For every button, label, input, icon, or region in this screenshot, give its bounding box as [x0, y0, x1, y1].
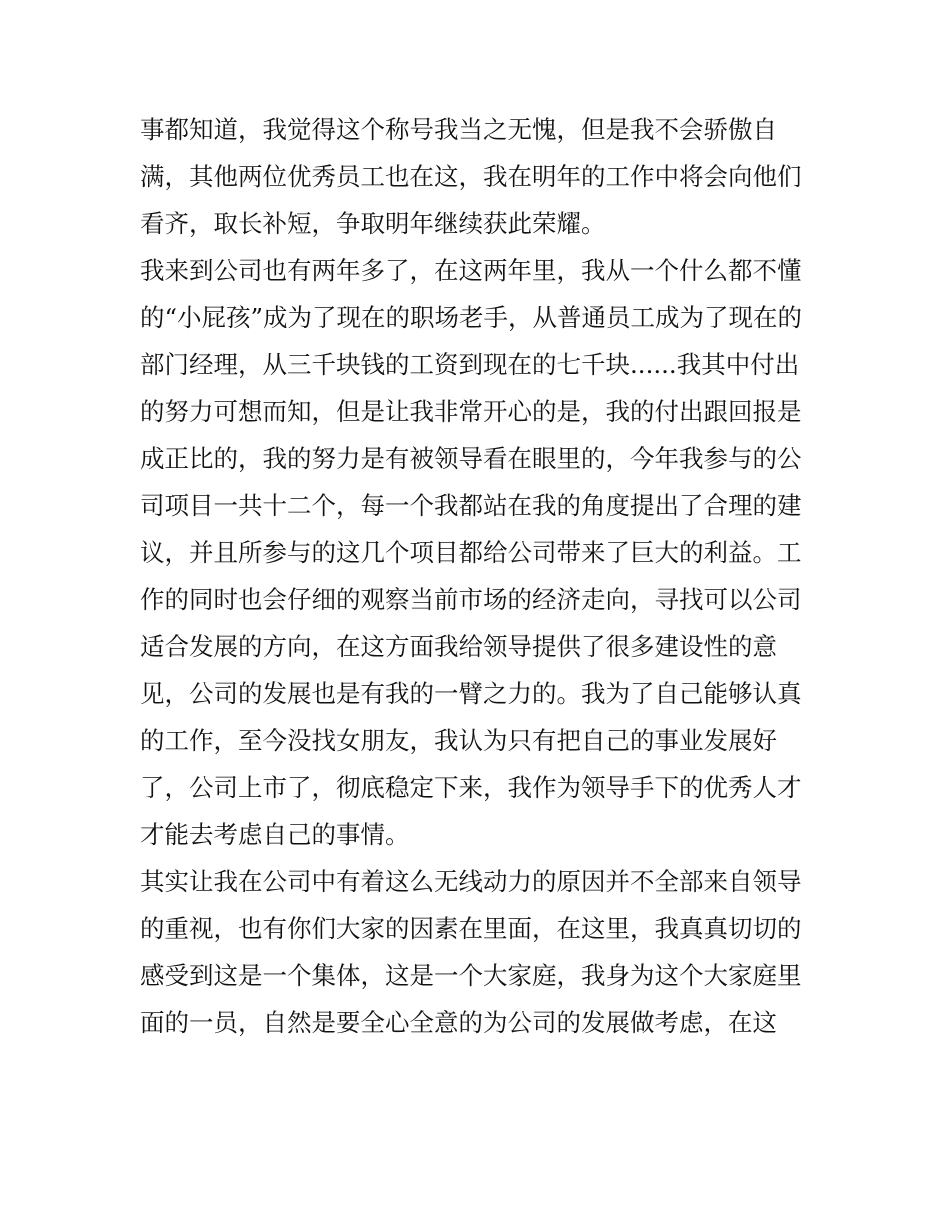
text-line: 成正比的，我的努力是有被领导看在眼里的，今年我参与的公	[140, 444, 802, 473]
text-line: 的努力可想而知，但是让我非常开心的是，我的付出跟回报是	[140, 397, 802, 426]
text-line: 其实让我在公司中有着这么无线动力的原因并不全部来自领导	[140, 867, 802, 896]
text-line: 的重视，也有你们大家的因素在里面，在这里，我真真切切的	[140, 914, 802, 943]
text-line: 适合发展的方向，在这方面我给领导提供了很多建设性的意	[140, 632, 777, 661]
text-line: 事都知道，我觉得这个称号我当之无愧，但是我不会骄傲自	[140, 115, 777, 144]
text-line: 作的同时也会仔细的观察当前市场的经济走向，寻找可以公司	[140, 585, 802, 614]
text-line: 感受到这是一个集体，这是一个大家庭，我身为这个大家庭里	[140, 961, 802, 990]
text-line: 见，公司的发展也是有我的一臂之力的。我为了自己能够认真	[140, 679, 802, 708]
text-line: 看齐，取长补短，争取明年继续获此荣耀。	[140, 209, 606, 238]
text-line: 了，公司上市了，彻底稳定下来，我作为领导手下的优秀人才	[140, 773, 802, 802]
text-line: 司项目一共十二个，每一个我都站在我的角度提出了合理的建	[140, 491, 802, 520]
text-line: 满，其他两位优秀员工也在这，我在明年的工作中将会向他们	[140, 162, 802, 191]
text-line: 面的一员，自然是要全心全意的为公司的发展做考虑，在这	[140, 1008, 777, 1037]
text-line: 我来到公司也有两年多了，在这两年里，我从一个什么都不懂	[140, 256, 802, 285]
document-body	[140, 106, 820, 1046]
text-line: 的工作，至今没找女朋友，我认为只有把自己的事业发展好	[140, 726, 777, 755]
text-line: 议，并且所参与的这几个项目都给公司带来了巨大的利益。工	[140, 538, 802, 567]
text-line: 部门经理，从三千块钱的工资到现在的七千块......我其中付出	[140, 350, 800, 379]
text-line: 的“小屁孩”成为了现在的职场老手，从普通员工成为了现在的	[140, 303, 803, 332]
text-line: 才能去考虑自己的事情。	[140, 820, 410, 849]
